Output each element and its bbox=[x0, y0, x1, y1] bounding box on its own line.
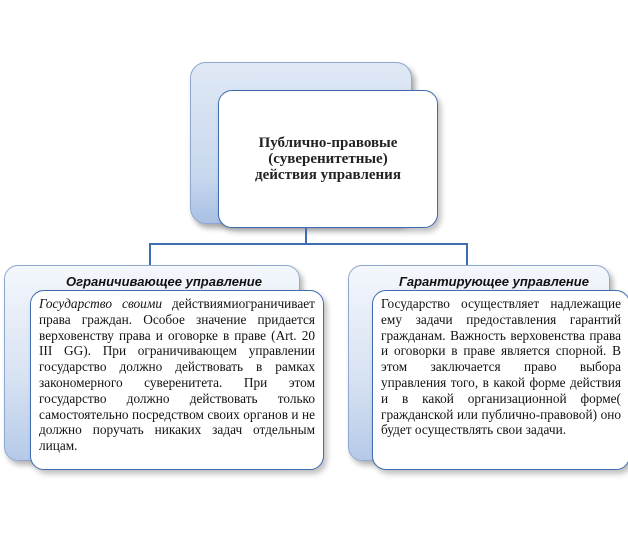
right-node-text-box bbox=[372, 290, 628, 470]
left-node-title: Ограничивающее управление bbox=[66, 274, 262, 289]
right-node-title: Гарантирующее управление bbox=[399, 274, 589, 289]
left-node-text-box bbox=[30, 290, 324, 470]
connector-top-vertical bbox=[305, 227, 307, 244]
top-node-box bbox=[218, 90, 438, 228]
top-node-label: Публично-правовые (суверенитетные) действия управления bbox=[255, 135, 401, 183]
right-node-text-body: Государство осуществляет надлежащие ему задачи предоставления гарантий гражданам. Важность верховенства права и оговорки в праве является спорной. В этом заключается право выбора управления того, в какой форме действия и в какой организационной форме( гражданской или публично-правовой) оно будет осуществлять свои задачи. bbox=[381, 296, 621, 438]
left-node-text-lead: Государство своими bbox=[39, 296, 162, 311]
left-node-text-body: действиямиограничивает права граждан. Особое значение придается верховенству права и оговорке в праве (Art. 20 III GG). При ограничивающем управлении государство должно действовать в рамках закономерного суверенитета. При этом государство должно действовать только самостоятельно посредством своих органов и не должно поручать никаких задач отдельным лицам. bbox=[39, 296, 315, 454]
connector-horizontal bbox=[149, 243, 468, 245]
